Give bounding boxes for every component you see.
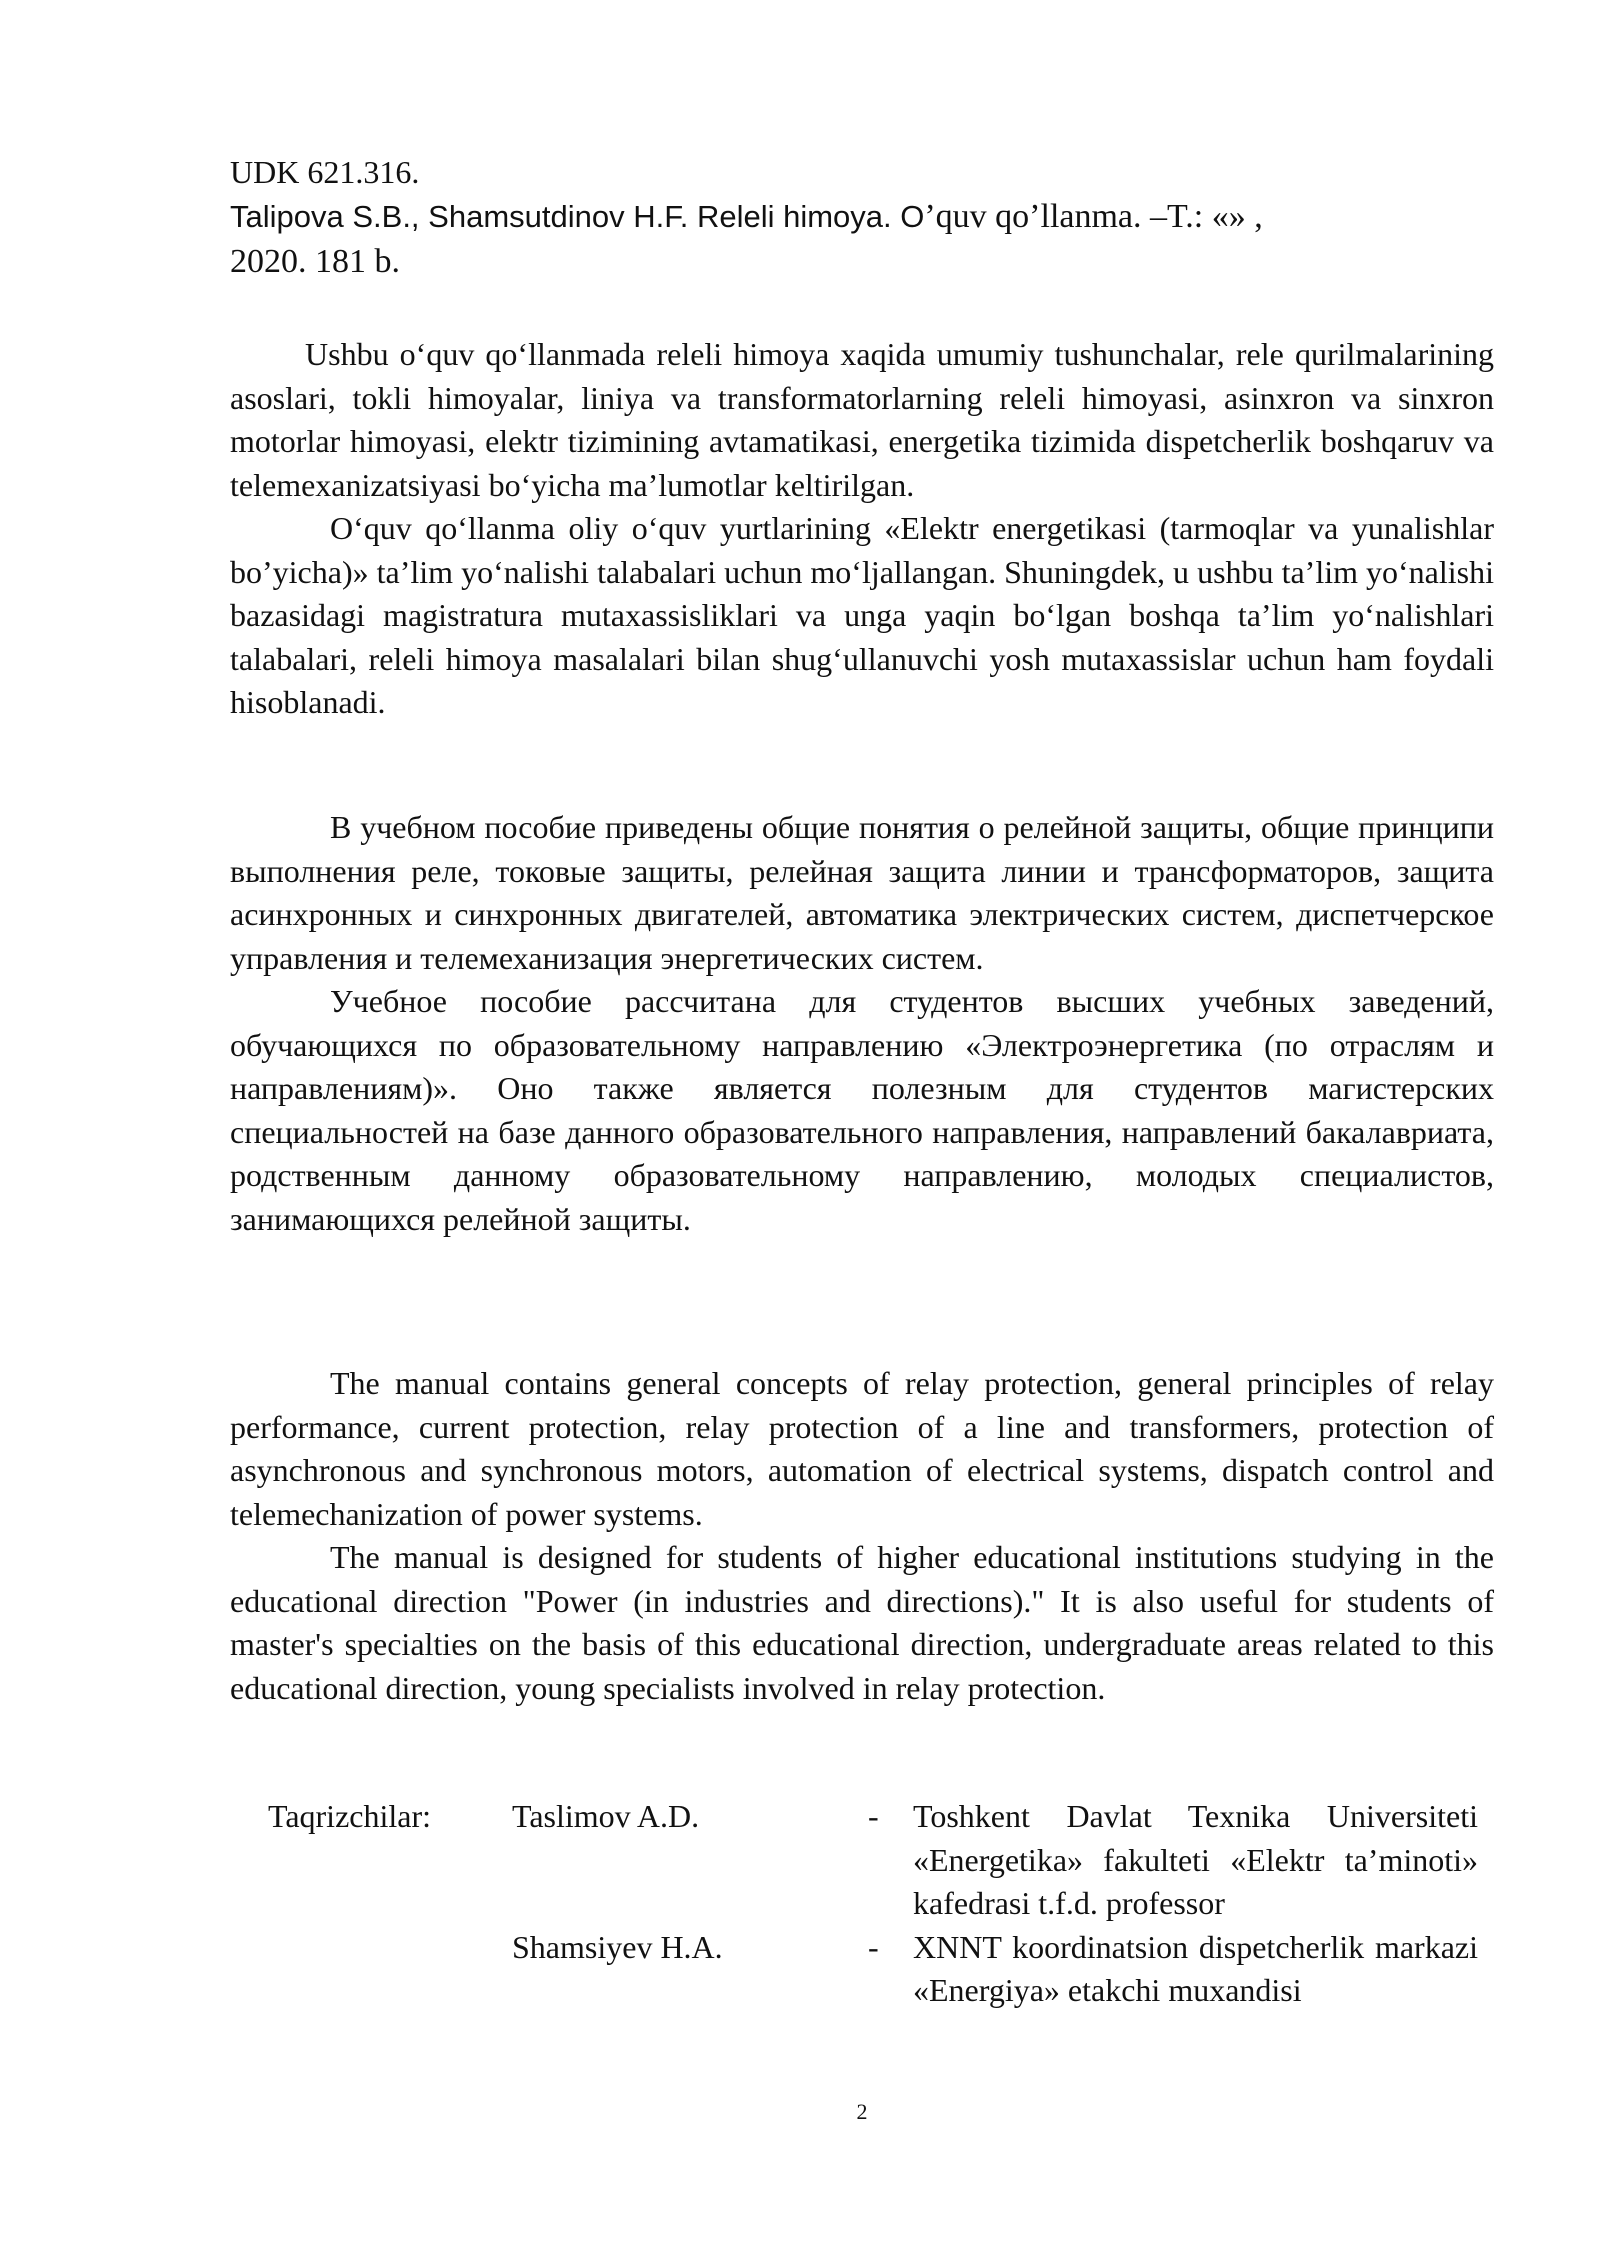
citation-year-pages: 2020. 181 b. bbox=[230, 243, 400, 280]
reviewer-dash: - bbox=[868, 1928, 879, 1965]
abstract-en-paragraph-2: The manual is designed for students of higher educational institutions studying in the educational direction "Power (in industries and directions)." It is also useful for students of master's specialties on the basis of this educational direction, undergraduate areas related to this educational direction, young specialists involved in relay protection. bbox=[230, 1539, 1494, 1706]
citation-authors-title: Talipova S.B., Shamsutdinov H.F. Releli himoya. O bbox=[230, 199, 925, 234]
page-number: 2 bbox=[856, 2099, 868, 2124]
reviewers-section bbox=[268, 1795, 1494, 2013]
reviewer-entry bbox=[268, 1795, 1494, 1926]
reviewer-name: Shamsiyev H.A. bbox=[512, 1928, 723, 1965]
abstract-russian bbox=[230, 806, 1494, 1241]
reviewer-name: Taslimov A.D. bbox=[512, 1798, 700, 1834]
abstract-uz-paragraph-1: Ushbu o‘quv qo‘llanmada releli himoya xaqida umumiy tushunchalar, rele qurilmalarining asoslari, tokli himoyalar, liniya va transformatorlarning releli himoyasi, asinxron va sinxron motorlar himoyasi, elektr tizimining avtamatikasi, energetika tizimida dispetcherlik boshqaruv va telemexanizatsiyasi bo‘yicha ma’lumotlar keltirilgan. bbox=[230, 336, 1494, 503]
abstract-uzbek bbox=[230, 333, 1494, 725]
bibliographic-header bbox=[230, 150, 1494, 284]
abstract-ru-paragraph-1: В учебном пособие приведены общие понятия о релейной защиты, общие принципи выполнения реле, токовые защиты, релейная защита линии и трансформаторов, защита асинхронных и синхронных двигателей, автоматика электрических систем, диспетчерское управления и телемеханизация энергетических систем. bbox=[230, 809, 1494, 976]
reviewer-entry bbox=[268, 1926, 1494, 2013]
reviewers-heading: Taqrizchilar: bbox=[268, 1798, 431, 1834]
document-page bbox=[230, 0, 1494, 2262]
abstract-english bbox=[230, 1362, 1494, 1710]
abstract-en-paragraph-1: The manual contains general concepts of relay protection, general principles of relay performance, current protection, relay protection of a line and transformers, protection of asynchronous and synchronous motors, automation of electrical systems, dispatch control and telemechanization of power systems. bbox=[230, 1365, 1494, 1532]
abstract-uz-paragraph-2: O‘quv qo‘llanma oliy o‘quv yurtlarining «Elektr energetikasi (tarmoqlar va yunalishlar bo’yicha)» ta’lim yo‘nalishi talabalari uchun mo‘ljallangan. Shuningdek, u ushbu ta’lim yo‘nalishi bazasidagi magistratura mutaxassisliklari va unga yaqin bo‘lgan boshqa ta’lim yo‘nalishlari talabalari, releli himoya masalalari bilan shug‘ullanuvchi yosh mutaxassislar uchun ham foydali hisoblanadi. bbox=[230, 510, 1494, 720]
udk-code: UDK 621.316. bbox=[230, 154, 420, 190]
reviewer-dash: - bbox=[868, 1798, 879, 1834]
reviewer-affiliation: Toshkent Davlat Texnika Universiteti «Energetika» fakulteti «Elektr ta’minoti» kafedrasi t.f.d. professor bbox=[913, 1798, 1478, 1921]
citation-line bbox=[230, 194, 1494, 239]
abstract-ru-paragraph-2: Учебное пособие рассчитана для студентов высших учебных заведений, обучающихся по образовательному направлению «Электроэнергетика (по отраслям и направлениям)». Оно также является полезным для студентов магистерских специальностей на базе данного образовательного направления, направлений бакалавриата, родственным данному образовательному направлению, молодых специалистов, занимающихся релейной защиты. bbox=[230, 983, 1494, 1237]
reviewer-affiliation: XNNT koordinatsion dispetcherlik markazi «Energiya» etakchi muxandisi bbox=[913, 1928, 1478, 2008]
citation-publication: ’quv qo’llanma. –T.: «» , bbox=[924, 198, 1263, 235]
